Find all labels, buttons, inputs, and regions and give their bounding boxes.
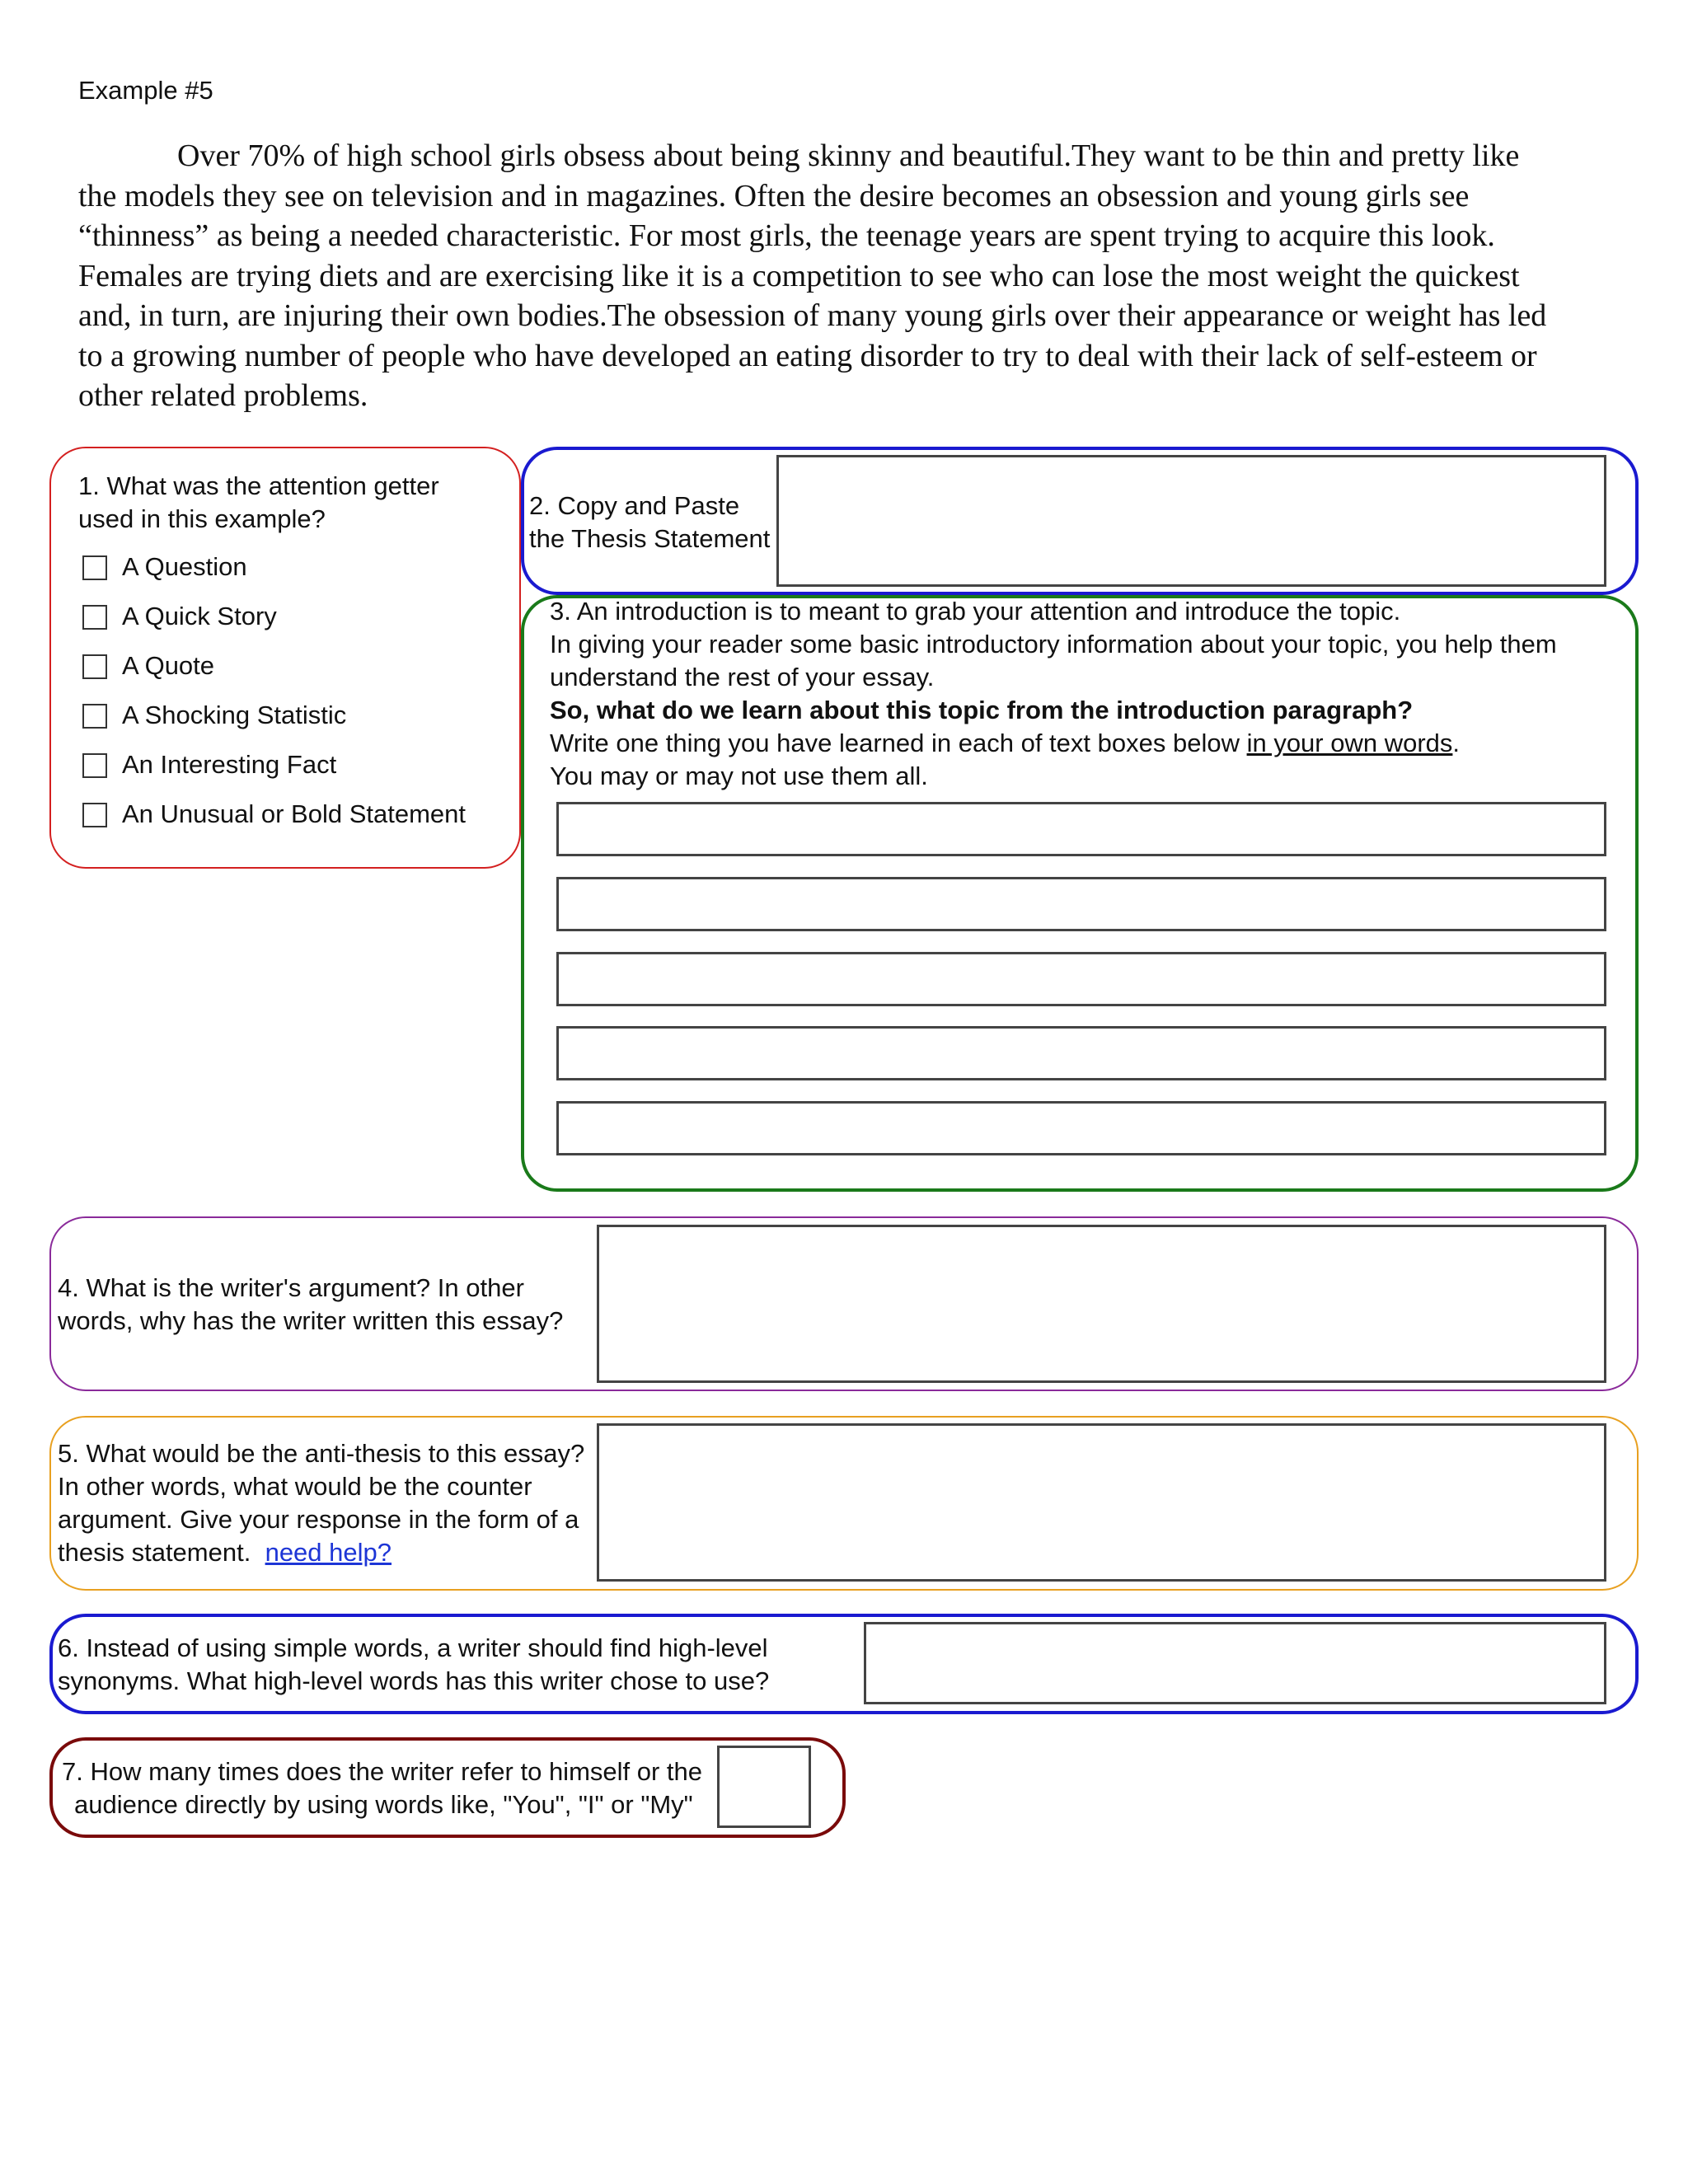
q5-last-line: [58, 1536, 584, 1569]
q4-prompt-line: 4. What is the writer's argument? In other: [58, 1273, 524, 1302]
q3-instruction-pre: Write one thing you have learned in each of text boxes below: [550, 729, 1247, 757]
example-label: Example #5: [78, 76, 213, 105]
need-help-link[interactable]: need help?: [265, 1538, 392, 1567]
option-label: A Quote: [122, 651, 215, 680]
checkbox[interactable]: [82, 753, 107, 778]
q3-instruction: [550, 727, 1557, 760]
q4-prompt: [58, 1272, 563, 1338]
q3-instruction-post: .: [1452, 729, 1461, 757]
passage-line: and, in turn, are injuring their own bodies.The obsession of many young girls over their appearance or weight has led: [78, 298, 1547, 333]
q6-prompt-line: 6. Instead of using simple words, a writer should find high-level: [58, 1633, 768, 1662]
q1-option-shocking-statistic[interactable]: [82, 699, 511, 735]
writer-argument-input[interactable]: [597, 1225, 1606, 1383]
q5-prompt-line: argument. Give your response in the form of a: [58, 1505, 579, 1534]
checkbox[interactable]: [82, 654, 107, 679]
q3-instruction-underlined: in your own words: [1246, 729, 1453, 757]
option-label: A Question: [122, 552, 247, 581]
q5-prompt-line: 5. What would be the anti-thesis to this essay?: [58, 1439, 585, 1468]
q1-prompt-line: used in this example?: [78, 504, 326, 533]
q3-line: understand the rest of your essay.: [550, 663, 935, 691]
q1-prompt: [78, 470, 439, 536]
count-input[interactable]: [717, 1746, 811, 1828]
checkbox[interactable]: [82, 605, 107, 630]
q3-text-box-5[interactable]: [556, 1101, 1606, 1155]
passage-line: Females are trying diets and are exercising like it is a competition to see who can lose the most weight the quickest: [78, 258, 1520, 293]
option-label: A Quick Story: [122, 602, 277, 630]
q2-prompt: [529, 490, 770, 555]
q3-text-box-4[interactable]: [556, 1026, 1606, 1080]
passage-line: Over 70% of high school girls obsess about being skinny and beautiful.They want to be thin and pretty like: [177, 138, 1520, 173]
q2-prompt-line: 2. Copy and Paste: [529, 491, 740, 520]
q6-prompt: [58, 1632, 769, 1698]
q4-prompt-line: words, why has the writer written this essay?: [58, 1306, 564, 1335]
q3-line: You may or may not use them all.: [550, 762, 928, 790]
q1-option-quick-story[interactable]: [82, 600, 511, 636]
q1-option-interesting-fact[interactable]: [82, 748, 511, 785]
passage-line: other related problems.: [78, 378, 368, 413]
q5-prompt-line: thesis statement.: [58, 1538, 251, 1567]
q1-option-unusual-statement[interactable]: [82, 798, 511, 834]
passage-paragraph: [78, 136, 1546, 416]
q1-prompt-line: 1. What was the attention getter: [78, 471, 439, 500]
q3-line: 3. An introduction is to meant to grab your attention and introduce the topic.: [550, 597, 1401, 626]
q2-prompt-line: the Thesis Statement: [529, 524, 771, 553]
high-level-words-input[interactable]: [864, 1622, 1606, 1704]
q7-prompt: [62, 1755, 702, 1821]
option-label: A Shocking Statistic: [122, 701, 347, 729]
q5-prompt-line: In other words, what would be the counter: [58, 1472, 532, 1501]
q3-text-box-1[interactable]: [556, 802, 1606, 856]
option-label: An Interesting Fact: [122, 750, 337, 779]
q7-prompt-line: 7. How many times does the writer refer to himself or the: [62, 1757, 703, 1786]
q3-text-box-2[interactable]: [556, 877, 1606, 931]
q1-option-quote[interactable]: [82, 649, 511, 686]
option-label: An Unusual or Bold Statement: [122, 799, 467, 828]
checkbox[interactable]: [82, 803, 107, 827]
q3-prompt: [550, 595, 1557, 793]
anti-thesis-input[interactable]: [597, 1423, 1606, 1582]
passage-line: the models they see on television and in magazines. Often the desire becomes an obsession and young girls see: [78, 178, 1470, 213]
q3-text-box-3[interactable]: [556, 952, 1606, 1006]
q6-prompt-line: synonyms. What high-level words has this writer chose to use?: [58, 1666, 770, 1695]
checkbox[interactable]: [82, 704, 107, 729]
checkbox[interactable]: [82, 555, 107, 580]
q3-bold-question: So, what do we learn about this topic from the introduction paragraph?: [550, 696, 1414, 724]
q1-option-question[interactable]: [82, 551, 511, 587]
q3-line: In giving your reader some basic introductory information about your topic, you help them: [550, 630, 1557, 658]
passage-line: “thinness” as being a needed characteristic. For most girls, the teenage years are spent trying to acquire this look.: [78, 218, 1495, 253]
q7-prompt-line: audience directly by using words like, "You", "I" or "My": [74, 1790, 693, 1819]
passage-line: to a growing number of people who have developed an eating disorder to try to deal with their lack of self-esteem or: [78, 338, 1537, 373]
q5-prompt: [58, 1437, 584, 1569]
thesis-statement-input[interactable]: [776, 455, 1606, 587]
